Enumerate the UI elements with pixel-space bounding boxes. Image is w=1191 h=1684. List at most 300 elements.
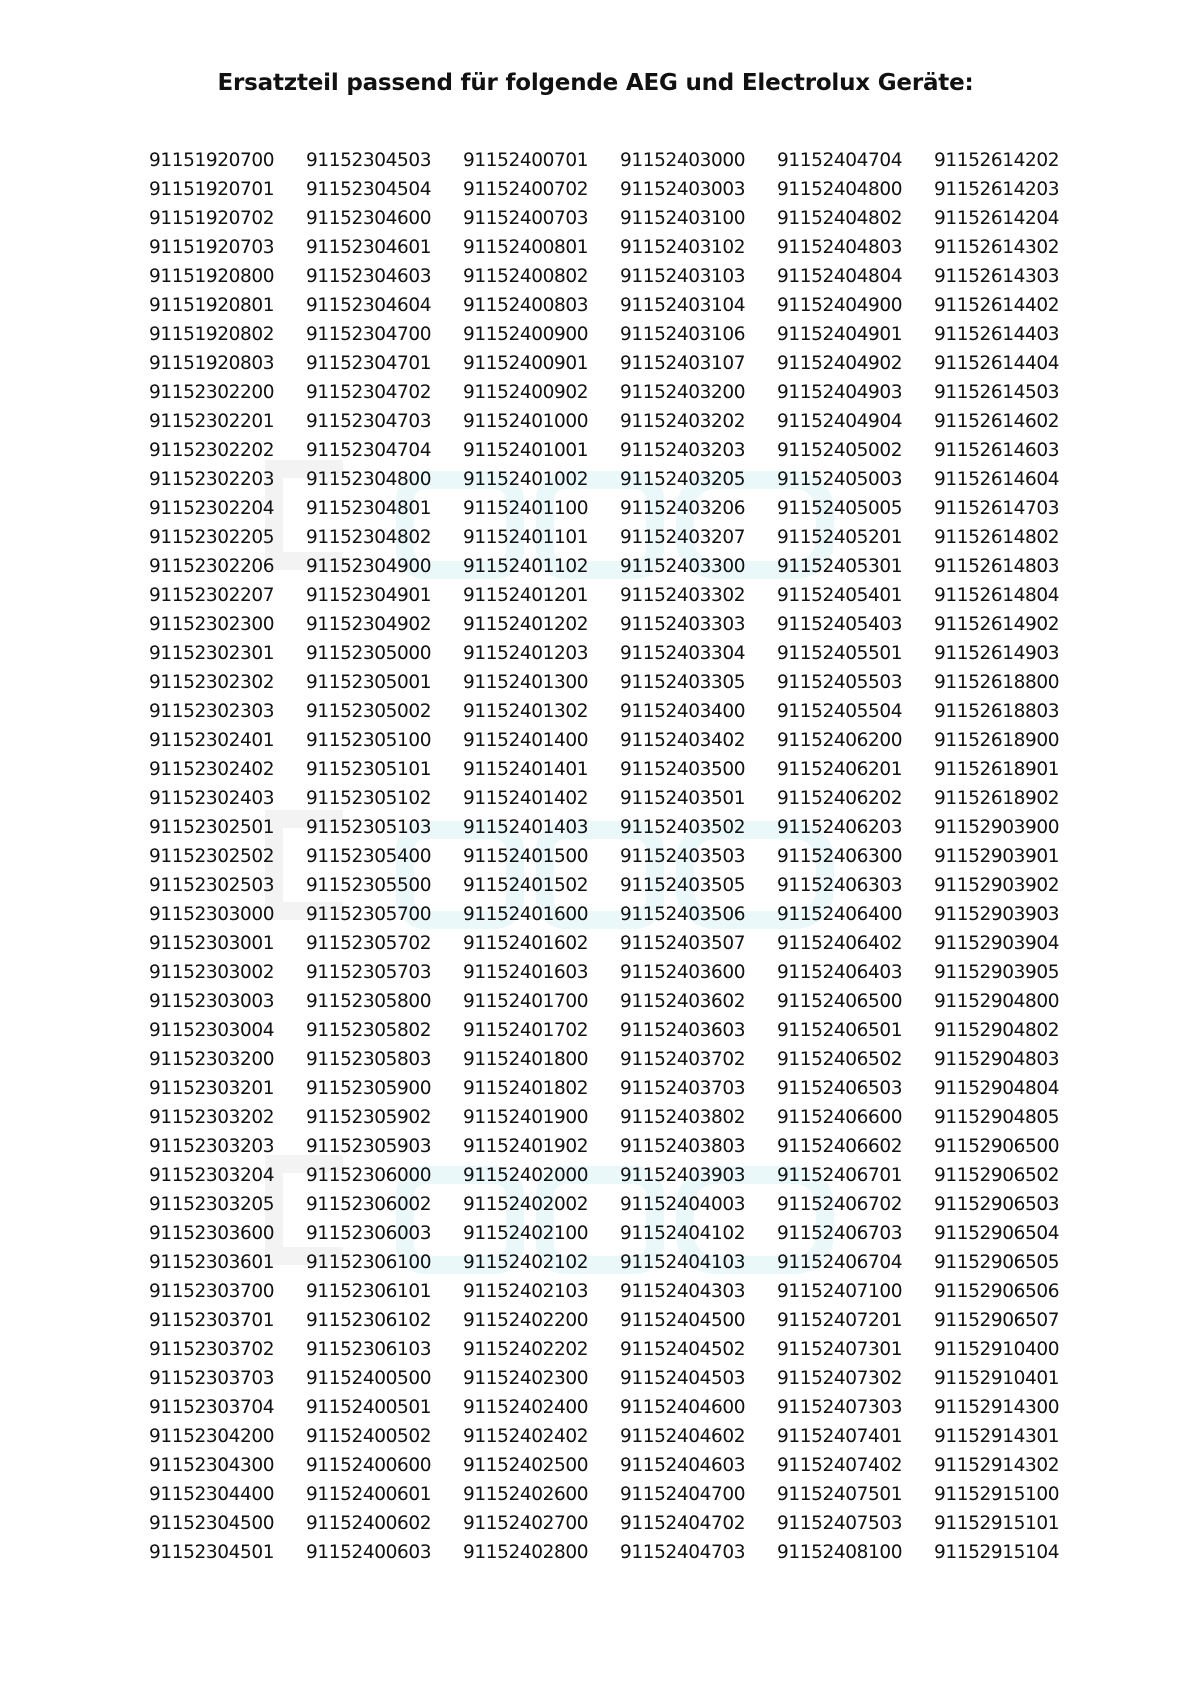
part-number: 91152302303 — [149, 701, 275, 722]
part-number: 91152304701 — [306, 353, 432, 374]
part-number: 91152407303 — [777, 1397, 903, 1418]
part-number: 91152302203 — [149, 469, 275, 490]
part-number: 91152401802 — [463, 1078, 589, 1099]
part-number: 91152404103 — [620, 1252, 746, 1273]
part-number: 91152302402 — [149, 759, 275, 780]
part-number: 91152405403 — [777, 614, 903, 635]
part-number: 91152403207 — [620, 527, 746, 548]
part-number: 91152403003 — [620, 179, 746, 200]
part-number: 91152302204 — [149, 498, 275, 519]
part-number: 91152305700 — [306, 904, 432, 925]
part-number: 91152404603 — [620, 1455, 746, 1476]
part-number: 91152618800 — [934, 672, 1060, 693]
part-number: 91152404802 — [777, 208, 903, 229]
part-number: 91152406602 — [777, 1136, 903, 1157]
part-number: 91152407401 — [777, 1426, 903, 1447]
part-number: 91152401000 — [463, 411, 589, 432]
part-number: 91152304504 — [306, 179, 432, 200]
part-number: 91152304604 — [306, 295, 432, 316]
part-number: 91152906507 — [934, 1310, 1060, 1331]
part-number: 91152303203 — [149, 1136, 275, 1157]
part-number: 91152614602 — [934, 411, 1060, 432]
part-number: 91152903905 — [934, 962, 1060, 983]
part-number: 91152403500 — [620, 759, 746, 780]
part-number: 91152402103 — [463, 1281, 589, 1302]
part-number: 91152302302 — [149, 672, 275, 693]
part-number: 91152303003 — [149, 991, 275, 1012]
part-number: 91152403203 — [620, 440, 746, 461]
part-number: 91152403703 — [620, 1078, 746, 1099]
part-number: 91152407501 — [777, 1484, 903, 1505]
part-number: 91152403304 — [620, 643, 746, 664]
part-number: 91152403803 — [620, 1136, 746, 1157]
part-number: 91152403702 — [620, 1049, 746, 1070]
part-number: 91152903904 — [934, 933, 1060, 954]
part-number: 91152406300 — [777, 846, 903, 867]
part-number: 91152402400 — [463, 1397, 589, 1418]
part-number: 91152303700 — [149, 1281, 275, 1302]
part-number: 91152614203 — [934, 179, 1060, 200]
part-number: 91152614302 — [934, 237, 1060, 258]
part-number: 91152305500 — [306, 875, 432, 896]
part-number: 91152304603 — [306, 266, 432, 287]
part-number: 91152306102 — [306, 1310, 432, 1331]
part-number: 91152302201 — [149, 411, 275, 432]
part-number: 91152401001 — [463, 440, 589, 461]
part-number-grid — [149, 146, 1091, 1567]
part-number: 91152614503 — [934, 382, 1060, 403]
part-number: 91151920803 — [149, 353, 275, 374]
part-number: 91152303000 — [149, 904, 275, 925]
part-number: 91152405301 — [777, 556, 903, 577]
part-number: 91152401302 — [463, 701, 589, 722]
part-number: 91152306002 — [306, 1194, 432, 1215]
part-number: 91152407100 — [777, 1281, 903, 1302]
part-number: 91152400801 — [463, 237, 589, 258]
part-number: 91152406702 — [777, 1194, 903, 1215]
part-number: 91152403303 — [620, 614, 746, 635]
part-number: 91152303201 — [149, 1078, 275, 1099]
part-number: 91152302301 — [149, 643, 275, 664]
part-number: 91152402102 — [463, 1252, 589, 1273]
part-number: 91152401101 — [463, 527, 589, 548]
part-number: 91152401401 — [463, 759, 589, 780]
part-number: 91152403602 — [620, 991, 746, 1012]
part-number: 91152906506 — [934, 1281, 1060, 1302]
part-number: 91152400901 — [463, 353, 589, 374]
part-number: 91152614803 — [934, 556, 1060, 577]
part-number: 91151920703 — [149, 237, 275, 258]
part-number: 91152304600 — [306, 208, 432, 229]
part-number: 91152304200 — [149, 1426, 275, 1447]
part-number: 91152903903 — [934, 904, 1060, 925]
part-number: 91152401100 — [463, 498, 589, 519]
part-number: 91152407301 — [777, 1339, 903, 1360]
part-number: 91152402402 — [463, 1426, 589, 1447]
part-number: 91152404803 — [777, 237, 903, 258]
part-number: 91152304800 — [306, 469, 432, 490]
part-number: 91152306000 — [306, 1165, 432, 1186]
part-number: 91152403103 — [620, 266, 746, 287]
part-number: 91152903901 — [934, 846, 1060, 867]
part-number: 91152302205 — [149, 527, 275, 548]
part-number: 91152404600 — [620, 1397, 746, 1418]
part-number: 91152403300 — [620, 556, 746, 577]
part-number: 91152303002 — [149, 962, 275, 983]
part-number: 91152306101 — [306, 1281, 432, 1302]
part-number: 91152403302 — [620, 585, 746, 606]
part-number: 91152406503 — [777, 1078, 903, 1099]
part-number: 91152401203 — [463, 643, 589, 664]
part-number-column — [306, 146, 463, 1567]
part-number: 91152302503 — [149, 875, 275, 896]
part-number: 91152404700 — [620, 1484, 746, 1505]
part-number: 91152303601 — [149, 1252, 275, 1273]
part-number: 91152404901 — [777, 324, 903, 345]
part-number: 91152403903 — [620, 1165, 746, 1186]
part-number: 91152614202 — [934, 150, 1060, 171]
part-number: 91151920702 — [149, 208, 275, 229]
part-number: 91151920700 — [149, 150, 275, 171]
part-number: 91152403402 — [620, 730, 746, 751]
part-number: 91152404602 — [620, 1426, 746, 1447]
part-number: 91152405501 — [777, 643, 903, 664]
part-number: 91152303200 — [149, 1049, 275, 1070]
part-number: 91152304700 — [306, 324, 432, 345]
part-number: 91152304503 — [306, 150, 432, 171]
part-number: 91152305100 — [306, 730, 432, 751]
part-number: 91152401201 — [463, 585, 589, 606]
part-number-column — [777, 146, 934, 1567]
part-number: 91152303704 — [149, 1397, 275, 1418]
part-number: 91152618803 — [934, 701, 1060, 722]
part-number: 91152305802 — [306, 1020, 432, 1041]
part-number: 91152404502 — [620, 1339, 746, 1360]
part-number: 91152904802 — [934, 1020, 1060, 1041]
part-number: 91152401800 — [463, 1049, 589, 1070]
part-number: 91152402100 — [463, 1223, 589, 1244]
part-number: 91152403400 — [620, 701, 746, 722]
part-number: 91152906500 — [934, 1136, 1060, 1157]
part-number: 91152404500 — [620, 1310, 746, 1331]
part-number: 91152914302 — [934, 1455, 1060, 1476]
part-number: 91152406403 — [777, 962, 903, 983]
part-number: 91152401402 — [463, 788, 589, 809]
part-number: 91152903900 — [934, 817, 1060, 838]
part-number: 91152304900 — [306, 556, 432, 577]
part-number: 91152304901 — [306, 585, 432, 606]
part-number: 91152302207 — [149, 585, 275, 606]
part-number: 91152402000 — [463, 1165, 589, 1186]
part-number: 91152401602 — [463, 933, 589, 954]
part-number: 91152401702 — [463, 1020, 589, 1041]
part-number: 91152915104 — [934, 1542, 1060, 1563]
part-number: 91152401902 — [463, 1136, 589, 1157]
part-number: 91152305902 — [306, 1107, 432, 1128]
part-number: 91152405401 — [777, 585, 903, 606]
part-number: 91152401700 — [463, 991, 589, 1012]
part-number: 91152914300 — [934, 1397, 1060, 1418]
part-number: 91152404303 — [620, 1281, 746, 1302]
part-number-column — [149, 146, 306, 1567]
part-number: 91152407402 — [777, 1455, 903, 1476]
part-number: 91152306100 — [306, 1252, 432, 1273]
part-number: 91152304500 — [149, 1513, 275, 1534]
part-number: 91152306003 — [306, 1223, 432, 1244]
part-number: 91152404904 — [777, 411, 903, 432]
part-number: 91152305703 — [306, 962, 432, 983]
part-number: 91151920801 — [149, 295, 275, 316]
page-title: Ersatzteil passend für folgende AEG und Electrolux Geräte: — [217, 70, 974, 96]
part-number: 91152904804 — [934, 1078, 1060, 1099]
part-number: 91152906503 — [934, 1194, 1060, 1215]
part-number: 91152305900 — [306, 1078, 432, 1099]
part-number-column — [463, 146, 620, 1567]
part-number: 91152305103 — [306, 817, 432, 838]
part-number: 91152403100 — [620, 208, 746, 229]
part-number: 91152400601 — [306, 1484, 432, 1505]
part-number: 91152402300 — [463, 1368, 589, 1389]
part-number-column — [934, 146, 1091, 1567]
part-number: 91152400600 — [306, 1455, 432, 1476]
part-number: 91152404800 — [777, 179, 903, 200]
part-number: 91152614402 — [934, 295, 1060, 316]
part-number: 91152401500 — [463, 846, 589, 867]
part-number: 91152303701 — [149, 1310, 275, 1331]
part-number-column — [620, 146, 777, 1567]
part-number: 91151920701 — [149, 179, 275, 200]
part-number: 91152304400 — [149, 1484, 275, 1505]
part-number: 91152405002 — [777, 440, 903, 461]
part-number: 91152401502 — [463, 875, 589, 896]
part-number: 91152403503 — [620, 846, 746, 867]
part-number: 91152304703 — [306, 411, 432, 432]
part-number: 91152614902 — [934, 614, 1060, 635]
part-number: 91152401002 — [463, 469, 589, 490]
part-number: 91152304300 — [149, 1455, 275, 1476]
part-number: 91152400703 — [463, 208, 589, 229]
part-number: 91152304501 — [149, 1542, 275, 1563]
part-number: 91152400900 — [463, 324, 589, 345]
part-number: 91152400701 — [463, 150, 589, 171]
part-number: 91152402002 — [463, 1194, 589, 1215]
part-number: 91152614404 — [934, 353, 1060, 374]
part-number: 91152406200 — [777, 730, 903, 751]
part-number: 91152404902 — [777, 353, 903, 374]
part-number: 91152304704 — [306, 440, 432, 461]
part-number: 91152303001 — [149, 933, 275, 954]
part-number: 91152305002 — [306, 701, 432, 722]
part-number: 91152614804 — [934, 585, 1060, 606]
part-number: 91152405504 — [777, 701, 903, 722]
part-number: 91152403305 — [620, 672, 746, 693]
part-number: 91152614802 — [934, 527, 1060, 548]
part-number: 91152403104 — [620, 295, 746, 316]
part-number: 91152400602 — [306, 1513, 432, 1534]
part-number: 91152404804 — [777, 266, 903, 287]
part-number: 91152408100 — [777, 1542, 903, 1563]
part-number: 91152400500 — [306, 1368, 432, 1389]
part-number: 91152407201 — [777, 1310, 903, 1331]
part-number: 91151920800 — [149, 266, 275, 287]
part-number: 91152305101 — [306, 759, 432, 780]
part-number: 91152406400 — [777, 904, 903, 925]
part-number: 91152401403 — [463, 817, 589, 838]
part-number: 91152403502 — [620, 817, 746, 838]
part-number: 91152401300 — [463, 672, 589, 693]
part-number: 91152303205 — [149, 1194, 275, 1215]
part-number: 91152404704 — [777, 150, 903, 171]
part-number: 91152304702 — [306, 382, 432, 403]
part-number: 91152406203 — [777, 817, 903, 838]
part-number: 91152403603 — [620, 1020, 746, 1041]
part-number: 91152618901 — [934, 759, 1060, 780]
part-number: 91152403600 — [620, 962, 746, 983]
part-number: 91152303600 — [149, 1223, 275, 1244]
part-number: 91152904800 — [934, 991, 1060, 1012]
part-number: 91152305903 — [306, 1136, 432, 1157]
part-number: 91152406600 — [777, 1107, 903, 1128]
part-number: 91152618900 — [934, 730, 1060, 751]
part-number: 91152302206 — [149, 556, 275, 577]
part-number: 91152614903 — [934, 643, 1060, 664]
part-number: 91152403501 — [620, 788, 746, 809]
part-number: 91152400501 — [306, 1397, 432, 1418]
part-number: 91152402200 — [463, 1310, 589, 1331]
part-number: 91152302403 — [149, 788, 275, 809]
part-number: 91152614703 — [934, 498, 1060, 519]
part-number: 91152401603 — [463, 962, 589, 983]
part-number: 91152406303 — [777, 875, 903, 896]
part-number: 91152406201 — [777, 759, 903, 780]
part-number: 91152304902 — [306, 614, 432, 635]
part-number: 91152400902 — [463, 382, 589, 403]
part-number: 91152406500 — [777, 991, 903, 1012]
part-number: 91152614604 — [934, 469, 1060, 490]
part-number: 91152404503 — [620, 1368, 746, 1389]
part-number: 91152403202 — [620, 411, 746, 432]
part-number: 91152305702 — [306, 933, 432, 954]
part-number: 91152403205 — [620, 469, 746, 490]
part-number: 91152402800 — [463, 1542, 589, 1563]
part-number: 91152403200 — [620, 382, 746, 403]
part-number: 91152303204 — [149, 1165, 275, 1186]
part-number: 91152614603 — [934, 440, 1060, 461]
part-number: 91152404903 — [777, 382, 903, 403]
part-number: 91152304801 — [306, 498, 432, 519]
part-number: 91152402700 — [463, 1513, 589, 1534]
part-number: 91152305000 — [306, 643, 432, 664]
part-number: 91152405201 — [777, 527, 903, 548]
part-number: 91152303703 — [149, 1368, 275, 1389]
part-number: 91152618902 — [934, 788, 1060, 809]
part-number: 91152406704 — [777, 1252, 903, 1273]
part-number: 91152614403 — [934, 324, 1060, 345]
part-number: 91152304601 — [306, 237, 432, 258]
part-number: 91152404102 — [620, 1223, 746, 1244]
part-number: 91152400702 — [463, 179, 589, 200]
part-number: 91152407503 — [777, 1513, 903, 1534]
part-number: 91152304802 — [306, 527, 432, 548]
part-number: 91152403000 — [620, 150, 746, 171]
part-number: 91152400603 — [306, 1542, 432, 1563]
part-number: 91152914301 — [934, 1426, 1060, 1447]
part-number: 91152407302 — [777, 1368, 903, 1389]
part-number: 91152403102 — [620, 237, 746, 258]
part-number: 91152302202 — [149, 440, 275, 461]
part-number: 91152302300 — [149, 614, 275, 635]
part-number: 91152401900 — [463, 1107, 589, 1128]
part-number: 91152904805 — [934, 1107, 1060, 1128]
part-number: 91152614204 — [934, 208, 1060, 229]
part-number: 91152405003 — [777, 469, 903, 490]
part-number: 91152400803 — [463, 295, 589, 316]
part-number: 91152400502 — [306, 1426, 432, 1447]
part-number: 91152915100 — [934, 1484, 1060, 1505]
part-number: 91152401600 — [463, 904, 589, 925]
part-number: 91152305803 — [306, 1049, 432, 1070]
part-number: 91152305001 — [306, 672, 432, 693]
part-number: 91152406202 — [777, 788, 903, 809]
part-number: 91152404003 — [620, 1194, 746, 1215]
part-number: 91152403106 — [620, 324, 746, 345]
part-number: 91152400802 — [463, 266, 589, 287]
part-number: 91152910401 — [934, 1368, 1060, 1389]
part-number: 91152401102 — [463, 556, 589, 577]
part-number: 91152906504 — [934, 1223, 1060, 1244]
part-number: 91152405005 — [777, 498, 903, 519]
part-number: 91152305102 — [306, 788, 432, 809]
part-number: 91152403507 — [620, 933, 746, 954]
part-number: 91152401400 — [463, 730, 589, 751]
part-number: 91152404900 — [777, 295, 903, 316]
part-number: 91152406502 — [777, 1049, 903, 1070]
part-number: 91152401202 — [463, 614, 589, 635]
part-number: 91152302401 — [149, 730, 275, 751]
part-number: 91152402500 — [463, 1455, 589, 1476]
part-number: 91152403505 — [620, 875, 746, 896]
part-number: 91152906502 — [934, 1165, 1060, 1186]
part-number: 91152402202 — [463, 1339, 589, 1360]
part-number: 91152305400 — [306, 846, 432, 867]
part-number: 91152404702 — [620, 1513, 746, 1534]
part-number: 91152404703 — [620, 1542, 746, 1563]
part-number: 91152302200 — [149, 382, 275, 403]
part-number: 91152303702 — [149, 1339, 275, 1360]
part-number: 91152405503 — [777, 672, 903, 693]
part-number: 91152306103 — [306, 1339, 432, 1360]
part-number: 91152402600 — [463, 1484, 589, 1505]
part-number: 91152906505 — [934, 1252, 1060, 1273]
part-number: 91151920802 — [149, 324, 275, 345]
part-number: 91152910400 — [934, 1339, 1060, 1360]
part-number: 91152915101 — [934, 1513, 1060, 1534]
part-number: 91152305800 — [306, 991, 432, 1012]
part-number: 91152403802 — [620, 1107, 746, 1128]
part-number: 91152303202 — [149, 1107, 275, 1128]
part-number: 91152302501 — [149, 817, 275, 838]
part-number: 91152403506 — [620, 904, 746, 925]
part-number: 91152403206 — [620, 498, 746, 519]
part-number: 91152406701 — [777, 1165, 903, 1186]
part-number: 91152614303 — [934, 266, 1060, 287]
part-number: 91152303004 — [149, 1020, 275, 1041]
part-number: 91152406703 — [777, 1223, 903, 1244]
part-number: 91152403107 — [620, 353, 746, 374]
part-number: 91152903902 — [934, 875, 1060, 896]
part-number: 91152302502 — [149, 846, 275, 867]
part-number: 91152904803 — [934, 1049, 1060, 1070]
